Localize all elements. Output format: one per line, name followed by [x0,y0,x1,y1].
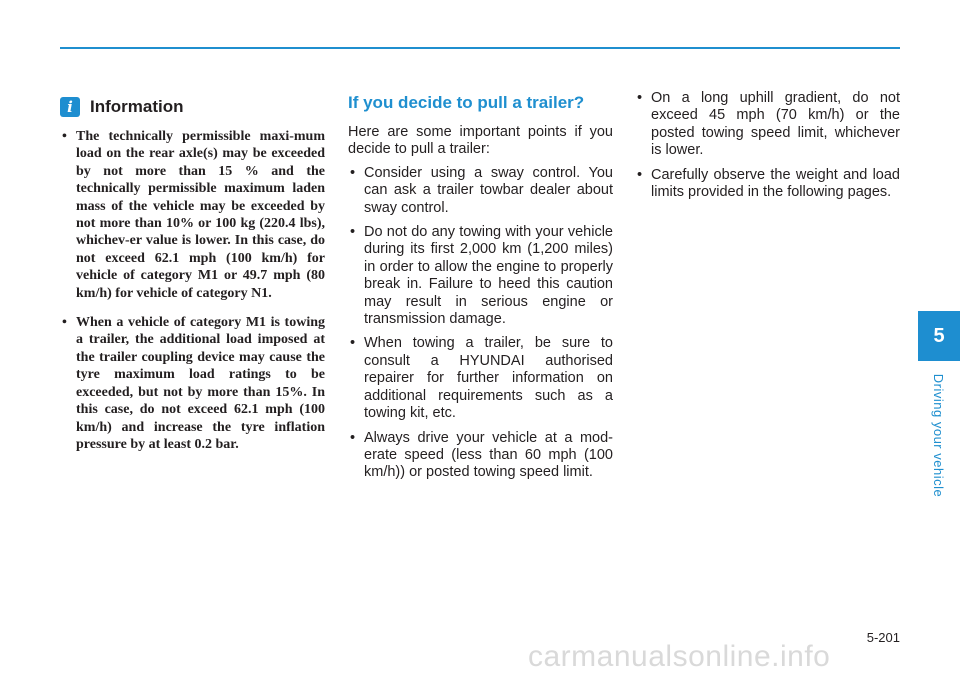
information-list [60,128,325,453]
watermark: carmanualsonline.info [528,640,831,673]
information-title: Information [90,97,184,116]
information-item: • When a vehicle of category M1 is towing a trailer, the additional load imposed at the trailer coupling device may cause the tyre maximum load ratings to be exceeded, but not by more than 15%. In this case, do not exceed 62.1 mph (100 km/h) and increase the tyre inflation pressure by at least 0.2 bar. [60,314,325,453]
chapter-tab: 5 [918,311,960,361]
list-item: • On a long uphill gradient, do not exceed 45 mph (70 km/h) or the posted towing speed limit, whichever is lower. [635,90,900,160]
section-title: If you decide to pull a trailer? [348,93,585,112]
header-rule [60,47,900,49]
list-item: • Always drive your vehicle at a mod-erate speed (less than 60 mph (100 km/h)) or posted towing speed limit. [348,430,613,482]
section-column-2 [635,90,900,208]
list-item: • Carefully observe the weight and load limits provided in the following pages. [635,167,900,202]
list-item: • When towing a trailer, be sure to consult a HYUNDAI authorised repairer for further information on additional requirements such as a towing kit, etc. [348,335,613,422]
section-column-1 [348,90,613,489]
information-header [60,90,325,124]
chapter-label [918,370,960,500]
section-intro: Here are some important points if you decide to pull a trailer: [348,124,613,158]
page-number: 5-201 [866,630,900,645]
information-box [60,90,325,465]
chapter-title: Driving your vehicle [931,373,947,497]
trailer-points-list-continued [635,90,900,201]
list-item: • Consider using a sway control. You can ask a trailer towbar dealer about sway control. [348,165,613,217]
list-item: • Do not do any towing with your vehicle during its first 2,000 km (1,200 miles) in order to allow the engine to properly break in. Failure to heed this caution may result in serious engine or transmission damage. [348,224,613,328]
information-item: • The technically permissible maxi-mum load on the rear axle(s) may be exceeded by not more than 15 % and the technically permissible maximum laden mass of the vehicle may be exceeded by not more than 10% or 100 kg (220.4 lbs), whichev-er value is lower. In this case, do not exceed 62.1 mph (100 km/h) for vehicle of category M1 or 49.7 mph (80 km/h) for vehicle of category N1. [60,128,325,302]
trailer-points-list [348,165,613,482]
info-icon: i [60,97,80,117]
